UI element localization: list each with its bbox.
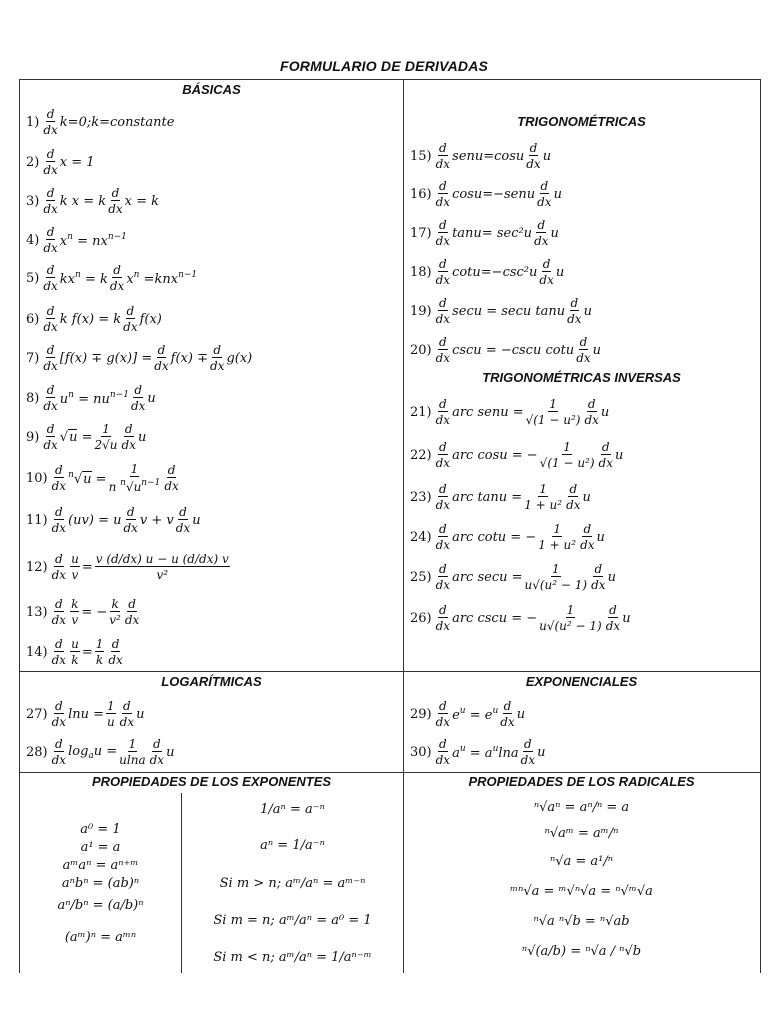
formula-19: 19) $\frac{d}{dx}$ secu = secu tanu $\frac{d}{dx}$ u <box>410 296 592 326</box>
formula-2: 2) $\frac{d}{dx}$ x = 1 <box>26 147 95 177</box>
formula-6: 6) $\frac{d}{dx}$ k f(x) = k $\frac{d}{dx}$ f(x) <box>26 304 162 334</box>
rad-prop-1: ⁿ√aⁿ = aⁿ/ⁿ = a <box>533 800 630 815</box>
row-divider-props <box>20 772 760 773</box>
rad-prop-4: ᵐⁿ√a = ᵐ√ⁿ√a = ⁿ√ᵐ√a <box>510 884 653 899</box>
exp-prop-3: aᵐaⁿ = aⁿ⁺ᵐ <box>62 858 139 873</box>
exp-prop-2: a¹ = a <box>80 840 121 855</box>
formula-7: 7) $\frac{d}{dx}$ [f(x) ∓ g(x)] = $\frac{d}{dx}$ f(x) ∓ $\frac{d}{dx}$ g(x) <box>26 343 253 373</box>
formula-26: 26) $\frac{d}{dx}$ arc cscu = − $\frac{1}{\text{u√(u² − 1)}}$ $\frac{d}{dx}$ u <box>410 603 631 633</box>
exp-prop-7: 1/aⁿ = a⁻ⁿ <box>260 802 325 817</box>
formula-22: 22) $\frac{d}{dx}$ arc cosu = − $\frac{1}{\text{√(1 − u²)}}$ $\frac{d}{dx}$ u <box>410 440 624 470</box>
page-title: FORMULARIO DE DERIVADAS <box>279 58 489 74</box>
formula-20: 20) $\frac{d}{dx}$ cscu = −cscu cotu $\frac{d}{dx}$ u <box>410 335 602 365</box>
formula-25: 25) $\frac{d}{dx}$ arc secu = $\frac{1}{\text{u√(u² − 1)}}$ $\frac{d}{dx}$ u <box>410 562 616 592</box>
exp-prop-9: Si m > n; aᵐ/aⁿ = aᵐ⁻ⁿ <box>219 876 366 891</box>
formula-30: 30) $\frac{d}{dx}$ $a^u = a^u\ln a$ $\frac{d}{dx}$ u <box>410 737 546 767</box>
formula-3: 3) $\frac{d}{dx}$ k x = k $\frac{d}{dx}$ x = k <box>26 186 160 216</box>
rad-prop-5: ⁿ√a ⁿ√b = ⁿ√ab <box>533 914 630 929</box>
formula-15: 15) $\frac{d}{dx}$ senu=cosu $\frac{d}{dx}$ u <box>410 141 552 171</box>
exp-prop-11: Si m < n; aᵐ/aⁿ = 1/aⁿ⁻ᵐ <box>213 950 372 965</box>
formula-8: 8) $\frac{d}{dx}$ $u^n = nu^{n-1}$ $\frac{d}{dx}$ u <box>26 383 156 413</box>
exp-prop-6: (aᵐ)ⁿ = aᵐⁿ <box>64 930 137 945</box>
formula-13: 13) $\frac{d}{dx}$ $\frac{k}{v}$ = − $\frac{k}{\text{v²}}$ $\frac{d}{dx}$ <box>26 597 140 627</box>
heading-prop-radicales: PROPIEDADES DE LOS RADICALES <box>468 774 695 789</box>
row-divider-log <box>20 671 760 672</box>
formula-27: 27) $\frac{d}{dx}$ lnu = $\frac{1}{u}$ $\frac{d}{dx}$ u <box>26 699 145 729</box>
heading-prop-exponentes: PROPIEDADES DE LOS EXPONENTES <box>91 774 332 789</box>
heading-exponenciales: EXPONENCIALES <box>525 674 638 689</box>
heading-basicas: BÁSICAS <box>182 82 241 97</box>
exp-prop-10: Si m = n; aᵐ/aⁿ = a⁰ = 1 <box>213 913 372 928</box>
formula-9: 9) $\frac{d}{dx}$ √u = $\frac{1}{2√u}$ $\frac{d}{dx}$ u <box>26 422 147 452</box>
heading-trig-inversas: TRIGONOMÉTRICAS INVERSAS <box>482 370 681 385</box>
formula-12: 12) $\frac{d}{dx}$ $\frac{u}{v}$ = $\frac{v (d/dx) u - u (d/dx) v}{\text{v²}}$ <box>26 552 229 582</box>
formula-14: 14) $\frac{d}{dx}$ $\frac{u}{k}$ = $\frac{1}{k}$ $\frac{d}{dx}$ <box>26 637 123 667</box>
rad-prop-3: ⁿ√a = a¹/ⁿ <box>549 854 614 869</box>
rad-prop-6: ⁿ√(a/b) = ⁿ√a / ⁿ√b <box>521 944 642 959</box>
exp-prop-4: aⁿbⁿ = (ab)ⁿ <box>61 876 140 891</box>
exp-prop-5: aⁿ/bⁿ = (a/b)ⁿ <box>57 898 144 913</box>
formula-29: 29) $\frac{d}{dx}$ $e^u = e^u$ $\frac{d}{dx}$ u <box>410 699 526 729</box>
heading-logaritmicas: LOGARÍTMICAS <box>161 674 262 689</box>
rad-prop-2: ⁿ√aᵐ = aᵐ/ⁿ <box>544 826 619 841</box>
formula-table <box>19 79 761 973</box>
formula-4: 4) $\frac{d}{dx}$ $x^n = nx^{n-1}$ <box>26 225 127 255</box>
formula-16: 16) $\frac{d}{dx}$ cosu=−senu $\frac{d}{dx}$ u <box>410 179 562 209</box>
exp-prop-8: aⁿ = 1/a⁻ⁿ <box>260 838 325 853</box>
formula-28: 28) $\frac{d}{dx}$ $\log_au$ = $\frac{1}{ulna}$ $\frac{d}{dx}$ u <box>26 737 175 767</box>
formula-17: 17) $\frac{d}{dx}$ tanu= sec²u $\frac{d}{dx}$ u <box>410 218 559 248</box>
formula-23: 23) $\frac{d}{dx}$ arc tanu = $\frac{1}{\text{1 + u²}}$ $\frac{d}{dx}$ u <box>410 482 591 512</box>
formula-5: 5) $\frac{d}{dx}$ $kx^n = k$ $\frac{d}{dx}$ $x^n =knx^{n-1}$ <box>26 263 198 293</box>
formula-21: 21) $\frac{d}{dx}$ arc senu = $\frac{1}{\text{√(1 − u²)}}$ $\frac{d}{dx}$ u <box>410 397 610 427</box>
heading-trigonometricas: TRIGONOMÉTRICAS <box>517 114 646 129</box>
formula-1: 1) $\frac{d}{dx}$ k=0;k=constante <box>26 107 175 137</box>
formula-10: 10) $\frac{d}{dx}$ $^n$√u = $\frac{1}{n ^n√u^{n-1}}$ $\frac{d}{dx}$ <box>26 462 179 494</box>
exp-prop-1: a⁰ = 1 <box>80 822 121 837</box>
formula-18: 18) $\frac{d}{dx}$ cotu=−csc²u $\frac{d}{dx}$ u <box>410 257 565 287</box>
formula-11: 11) $\frac{d}{dx}$ (uv) = u $\frac{d}{dx}$ v + v $\frac{d}{dx}$ u <box>26 505 201 535</box>
formula-24: 24) $\frac{d}{dx}$ arc cotu = − $\frac{1}{\text{1 + u²}}$ $\frac{d}{dx}$ u <box>410 522 605 552</box>
